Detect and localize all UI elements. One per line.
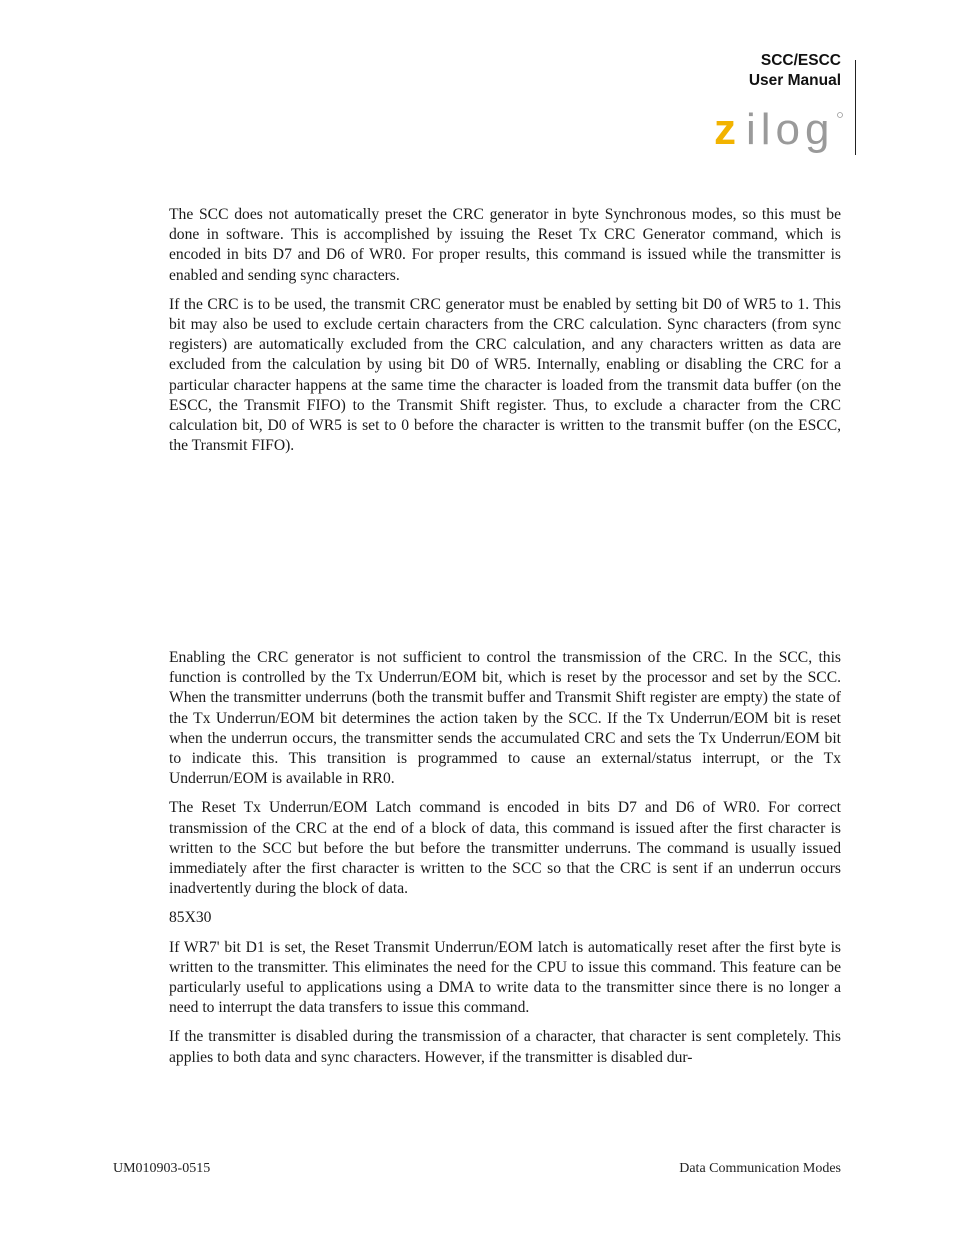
- document-subtitle: User Manual: [748, 72, 841, 89]
- paragraph-wr7-auto-reset: If WR7' bit D1 is set, the Reset Transmit Underrun/EOM latch is automatically reset after the first byte is written to the transmitter. This eliminates the need for the CPU to issue this command. This feature can be particularly useful to applications using a DMA to write data to the transmitter since there is no longer a need to interrupt the data transfers to issue this command.: [169, 938, 841, 1017]
- section-block-2: [169, 648, 841, 1068]
- document-header: [749, 51, 841, 91]
- paragraph-reset-underrun: The Reset Tx Underrun/EOM Latch command is encoded in bits D7 and D6 of WR0. For correct transmission of the CRC at the end of a block of data, this command is issued after the first character is written to the SCC but before the but before the transmitter underruns. The command is usually issued immediately after the first character is written to the SCC so that the CRC is sent if an underrun occurs inadvertently during the block of data.: [169, 799, 841, 898]
- zilog-logo: [712, 108, 846, 160]
- paragraph-crc-transmission: Enabling the CRC generator is not sufficient to control the transmission of the CRC. In the SCC, this function is controlled by the Tx Underrun/EOM bit, which is reset by the processor and set by the SCC. When the transmitter underruns (both the transmit buffer and Transmit Shift register are empty) the state of the Tx Underrun/EOM bit determines the action taken by the SCC. If the Tx Underrun/EOM bit is reset when the underrun occurs, the transmitter sends the accumulated CRC and sets the Tx Underrun/EOM bit to indicate this. This transition is programmed to cause an external/status interrupt, or the Tx Underrun/EOM is available in RR0.: [169, 649, 841, 788]
- logo-ilog: ilog: [746, 108, 835, 154]
- paragraph-transmitter-disabled: If the transmitter is disabled during the transmission of a character, that character is sent completely. This applies to both data and sync characters. However, if the transmitter is disabled dur-: [169, 1028, 841, 1066]
- paragraph-crc-enable: If the CRC is to be used, the transmit CRC generator must be enabled by setting bit D0 of WR5 to 1. This bit may also be used to exclude certain characters from the CRC calculation. Sync characters (from sync registers) are automatically excluded from the CRC calculation, and any characters written as data are excluded from the calculation by using bit D0 of WR5. Internally, enabling or disabling the CRC for a particular character happens at the same time the character is loaded from the transmit data buffer (on the ESCC, the Transmit FIFO) to the Transmit Shift register. Thus, to exclude a character from the CRC calculation bit, D0 of WR5 is set to 0 before the character is written to the transmit buffer (on the ESCC, the Transmit FIFO).: [169, 295, 841, 455]
- footer-section-title: Data Communication Modes: [679, 1161, 841, 1176]
- logo-z: z: [714, 108, 736, 154]
- paragraph-crc-preset: The SCC does not automatically preset the CRC generator in byte Synchronous modes, so this must be done in software. This is accomplished by issuing the Reset Tx CRC Generator command, which is encoded in bits D7 and D6 of WR0. For proper results, this command is issued while the transmitter is enabled and sending sync characters.: [169, 206, 841, 284]
- paragraph-label-85x30: 85X30: [169, 909, 212, 927]
- header-divider: [855, 60, 856, 155]
- section-block-1: [169, 205, 841, 456]
- footer-doc-number: UM010903-0515: [113, 1161, 211, 1176]
- document-title: SCC/ESCC: [760, 52, 841, 69]
